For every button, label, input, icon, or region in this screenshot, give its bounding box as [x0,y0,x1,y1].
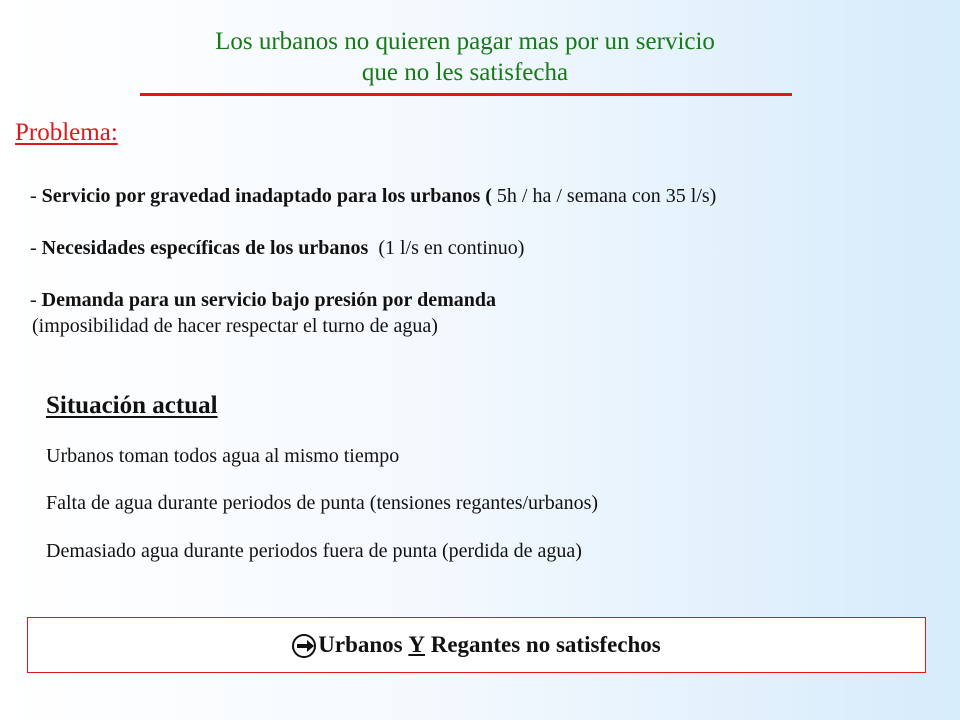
item-normal-text: 5h / ha / semana con 35 l/s) [491,185,717,207]
problema-item [30,287,496,339]
item-normal-text: (imposibilidad de hacer respectar el turno de agua) [32,315,438,337]
problema-heading: Problema: [15,119,118,146]
conclusion-part-3: Regantes no satisfechos [424,632,661,657]
item-dash: - [30,185,42,207]
circled-arrow-icon [292,634,316,658]
problema-item [30,183,716,209]
item-dash: - [30,237,42,259]
item-bold-text: Demanda para un servicio bajo presión por demanda [41,289,496,311]
problema-item [30,235,524,261]
title-line-1: Los urbanos no quieren pagar mas por un servicio [215,28,715,55]
situacion-heading: Situación actual [46,392,218,419]
title-underline [140,93,792,96]
situacion-line: Urbanos toman todos agua al mismo tiempo [46,445,400,467]
conclusion-part-1: Urbanos [318,632,409,657]
situacion-line: Demasiado agua durante periodos fuera de punta (perdida de agua) [46,540,582,562]
item-dash: - [30,289,42,311]
title-line-2: que no les satisfecha [361,59,569,86]
conclusion-box [27,617,926,673]
slide-title [140,26,790,88]
item-bold-text: Necesidades específicas de los urbanos [41,237,369,259]
item-normal-text: (1 l/s en continuo) [368,237,525,259]
conclusion-part-2: Y [408,632,425,657]
item-bold-text: Servicio por gravedad inadaptado para los urbanos ( [41,185,492,207]
situacion-line: Falta de agua durante periodos de punta (tensiones regantes/urbanos) [46,492,599,514]
